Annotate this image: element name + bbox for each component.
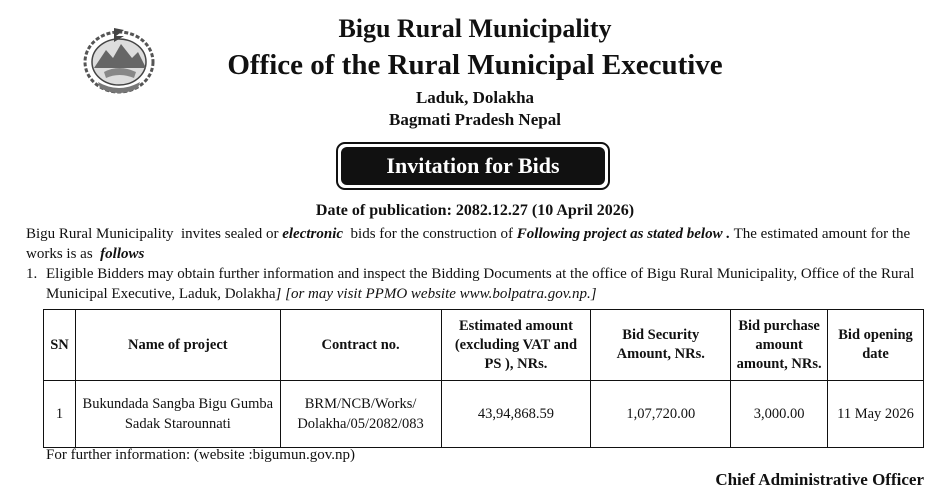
header-bid-security: Bid Security Amount, NRs. — [591, 310, 731, 381]
header-contract-no: Contract no. — [280, 310, 441, 381]
address-line-1: Laduk, Dolakha — [415, 88, 535, 107]
cell-estimated-amount: 43,94,868.59 — [441, 381, 591, 448]
address-line-2: Bagmati Pradesh Nepal — [389, 110, 561, 129]
header-bid-opening: Bid opening date — [828, 310, 924, 381]
table-header-row — [44, 310, 924, 381]
intro-text-3: bids for the construction of — [343, 226, 517, 242]
invitation-banner — [336, 142, 610, 190]
table-row — [44, 381, 924, 448]
intro-text-project: Following project as stated below . — [516, 226, 731, 242]
office-name: Office of the Rural Municipal Executive — [227, 49, 723, 81]
header-estimated-amount: Estimated amount (excluding VAT and PS ), NRs. — [441, 310, 591, 381]
cell-bid-purchase: 3,000.00 — [731, 381, 828, 448]
intro-text-follows: follows — [100, 246, 145, 262]
clause-text: Eligible Bidders may obtain further information and inspect the Bidding Documents at the office of Bigu Rural Municipality, Office of the Rural Municipal Executive, Laduk, Dolakha — [46, 266, 915, 302]
header-sn: SN — [44, 310, 76, 381]
signatory-title: Chief Administrative Officer — [715, 470, 924, 489]
further-information: For further information: (website :bigumun.gov.np) — [46, 447, 355, 463]
intro-paragraph — [26, 224, 930, 264]
clause-bracket: ] [or may visit PPMO website www.bolpatra.gov.np.] — [275, 286, 597, 302]
intro-text-5: The estimated amount for the works is as — [26, 226, 914, 262]
header-bid-purchase: Bid purchase amount amount, NRs. — [731, 310, 828, 381]
clause-number: 1. — [26, 266, 38, 282]
publication-date: Date of publication: 2082.12.27 (10 April 2026) — [315, 202, 635, 219]
bid-table — [43, 309, 924, 448]
intro-text-electronic: electronic — [282, 226, 344, 242]
cell-bid-opening: 11 May 2026 — [828, 381, 924, 448]
municipality-name: Bigu Rural Municipality — [338, 14, 612, 43]
invitation-title: Invitation for Bids — [341, 147, 605, 185]
cell-sn: 1 — [44, 381, 76, 448]
cell-bid-security: 1,07,720.00 — [591, 381, 731, 448]
header-project-name: Name of project — [75, 310, 280, 381]
cell-contract-no: BRM/NCB/Works/ Dolakha/05/2082/083 — [280, 381, 441, 448]
clause-1 — [26, 264, 930, 304]
intro-text-1: Bigu Rural Municipality invites sealed or — [26, 226, 283, 242]
cell-project-name: Bukundada Sangba Bigu Gumba Sadak Starounnati — [75, 381, 280, 448]
